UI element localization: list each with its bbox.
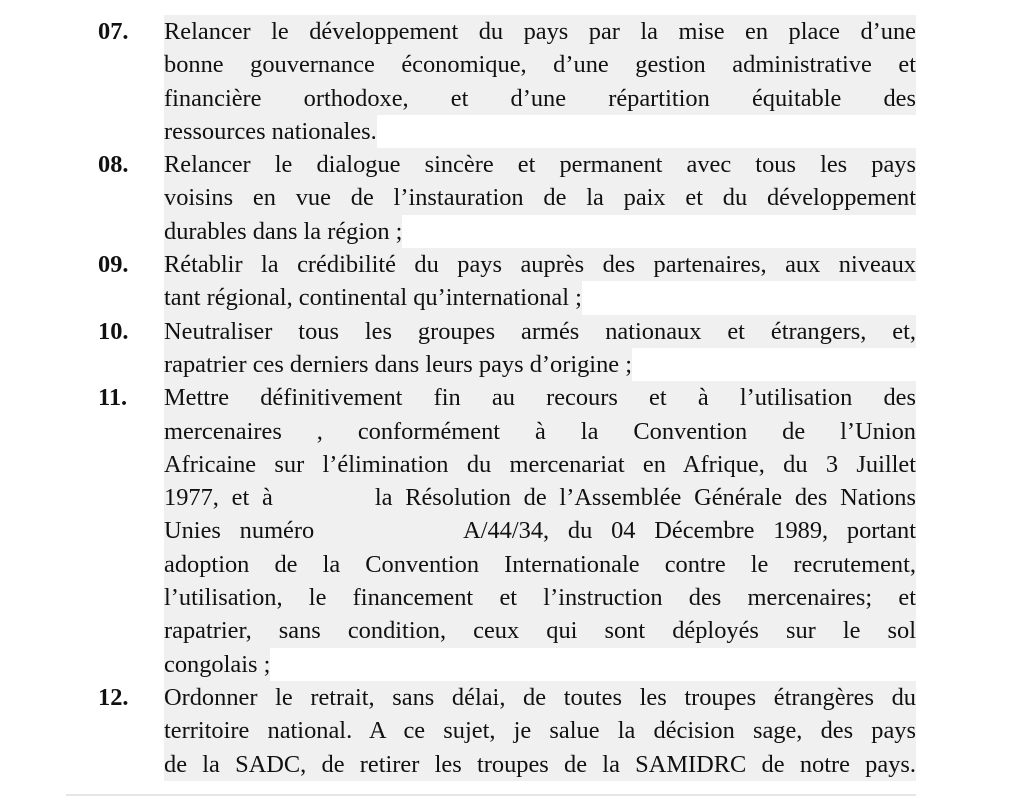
text-line (164, 348, 916, 381)
text-line: adoption de la Convention Internationale contre le recrutement, (164, 548, 916, 581)
list-item (98, 248, 916, 315)
item-number: 12. (98, 683, 129, 711)
text-line: Relancer le dialogue sincère et permanent avec tous les pays (164, 148, 916, 181)
text-line: mercenaires , conformément à la Convention de l’Union (164, 415, 916, 448)
text-line (164, 215, 916, 248)
list-item (98, 148, 916, 248)
item-text (164, 15, 916, 148)
text-line: Africaine sur l’élimination du mercenariat en Afrique, du 3 Juillet (164, 448, 916, 481)
list-item (98, 381, 916, 681)
text-line (164, 281, 916, 314)
text-line-content: tant régional, continental qu’international ; (164, 281, 582, 314)
text-line: Relancer le développement du pays par la mise en place d’une (164, 15, 916, 48)
item-number: 11. (98, 384, 128, 412)
text-line: bonne gouvernance économique, d’une gestion administrative et (164, 48, 916, 81)
text-line: rapatrier, sans condition, ceux qui sont déployés sur le sol (164, 614, 916, 647)
item-number: 07. (98, 18, 129, 45)
text-line: Neutraliser tous les groupes armés nationaux et étrangers, et, (164, 315, 916, 348)
text-line-content: congolais ; (164, 648, 270, 681)
item-number: 08. (98, 151, 129, 179)
item-text (164, 381, 916, 681)
text-line (164, 648, 916, 681)
text-line: Ordonner le retrait, sans délai, de toutes les troupes étrangères du (164, 681, 916, 714)
numbered-list (98, 15, 916, 781)
text-line: Unies numéro A/44/34, du 04 Décembre 1989, portant (164, 514, 916, 547)
text-line: Rétablir la crédibilité du pays auprès des partenaires, aux niveaux (164, 248, 916, 281)
bottom-divider (66, 794, 916, 796)
list-item (98, 315, 916, 382)
text-line-content: rapatrier ces derniers dans leurs pays d’origine ; (164, 348, 632, 381)
text-line: financière orthodoxe, et d’une répartition équitable des (164, 82, 916, 115)
text-line (164, 115, 916, 148)
text-line-content: ressources nationales. (164, 115, 377, 148)
text-line: de la SADC, de retirer les troupes de la SAMIDRC de notre pays. (164, 748, 916, 781)
text-line: Mettre définitivement fin au recours et à l’utilisation des (164, 381, 916, 414)
item-text (164, 148, 916, 248)
list-item (98, 681, 916, 781)
item-number: 09. (98, 251, 129, 279)
text-line: l’utilisation, le financement et l’instruction des mercenaires; et (164, 581, 916, 614)
item-text (164, 248, 916, 315)
text-line: 1977, et à la Résolution de l’Assemblée Générale des Nations (164, 481, 916, 514)
item-text (164, 681, 916, 781)
item-text (164, 315, 916, 382)
text-line-content: durables dans la région ; (164, 215, 402, 248)
text-line: territoire national. A ce sujet, je salue la décision sage, des pays (164, 714, 916, 747)
text-line: voisins en vue de l’instauration de la paix et du développement (164, 181, 916, 214)
list-item (98, 15, 916, 148)
item-number: 10. (98, 317, 129, 345)
